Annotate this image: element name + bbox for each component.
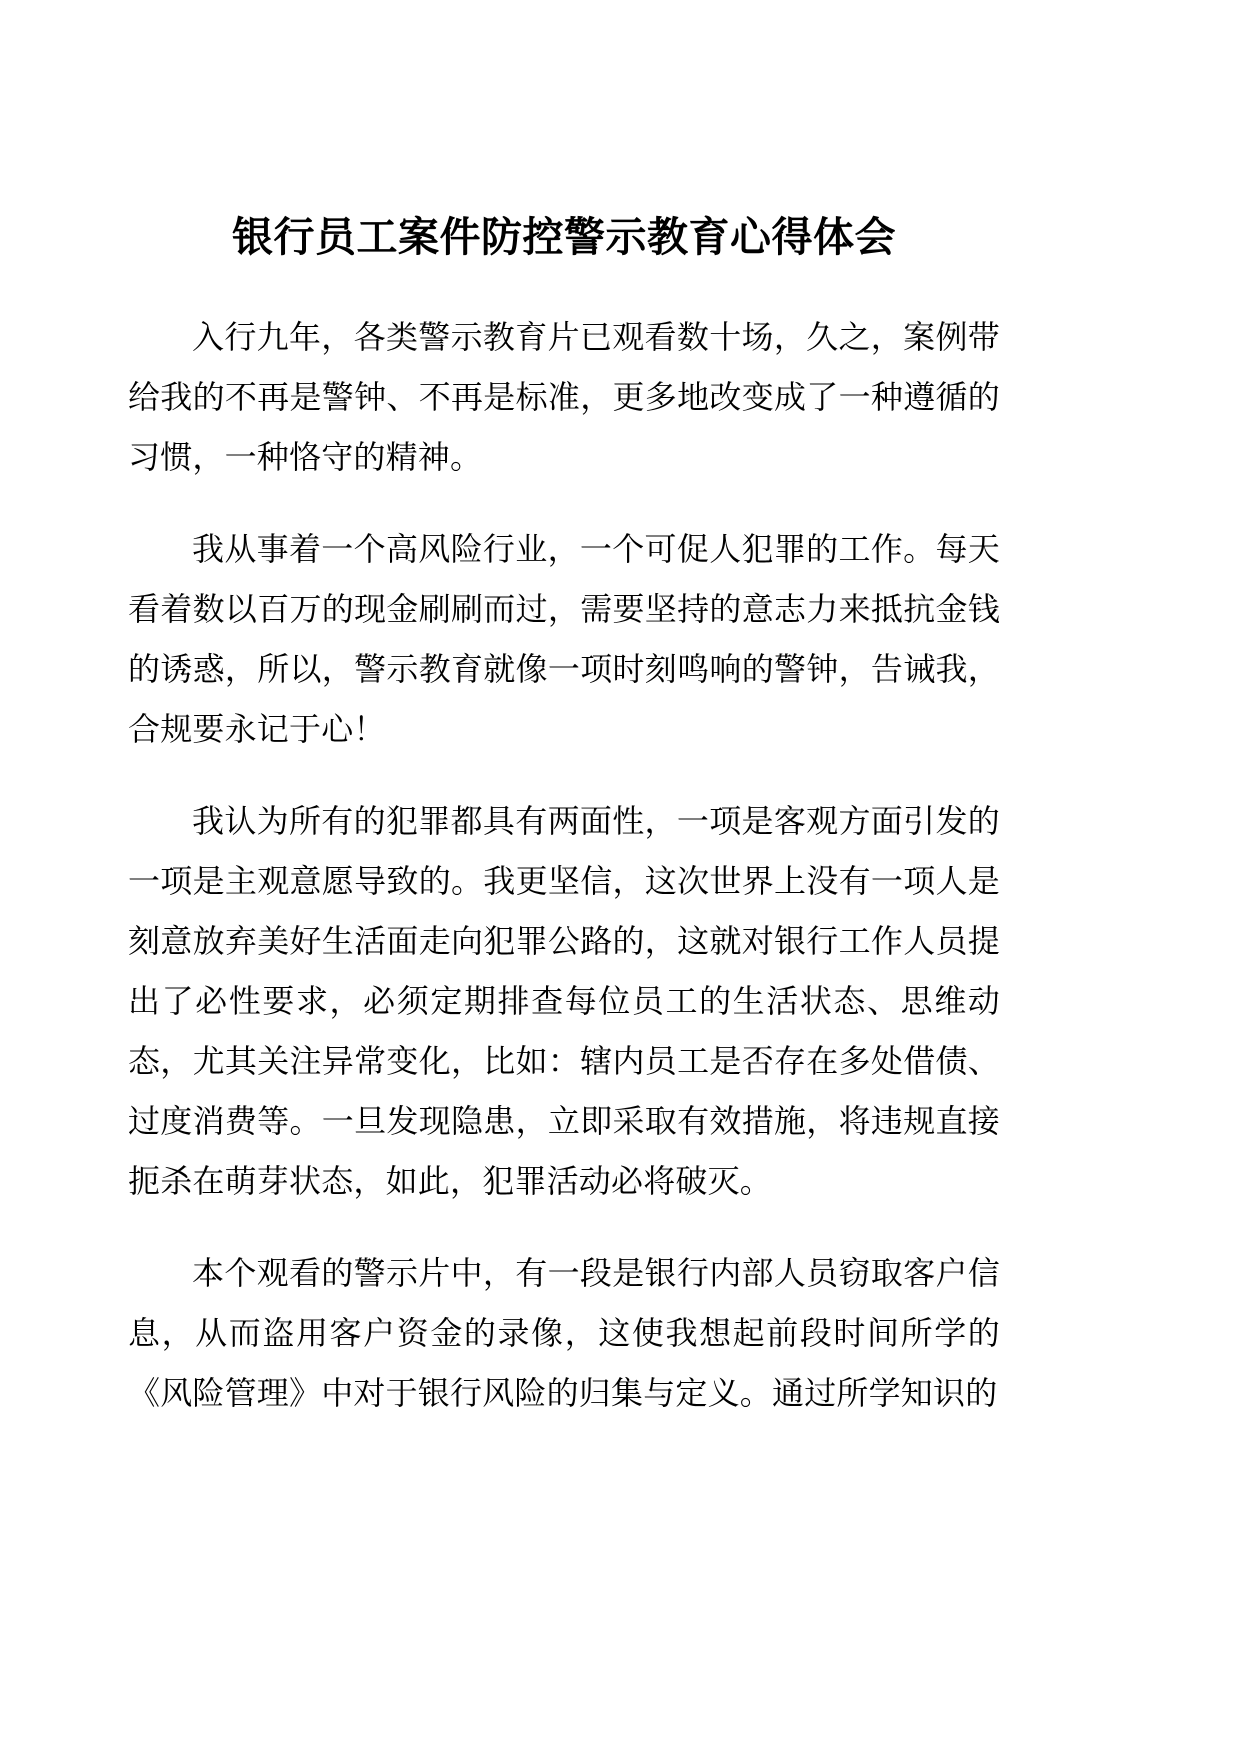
page-title: 银行员工案件防控警示教育心得体会 (232, 214, 896, 260)
paragraph-1: 入行九年，各类警示教育片已观看数十场，久之，案例带给我的不再是警钟、不再是标准，更多地改变成了一种遵循的习惯，一种恪守的精神。 (128, 319, 1000, 476)
paragraph-2: 我从事着一个高风险行业，一个可促人犯罪的工作。每天看着数以百万的现金刷刷而过，需要坚持的意志力来抵抗金钱的诱惑，所以，警示教育就像一项时刻鸣响的警钟，告诫我，合规要永记于心！ (128, 531, 1000, 748)
paragraph-3: 我认为所有的犯罪都具有两面性，一项是客观方面引发的一项是主观意愿导致的。我更坚信，这次世界上没有一项人是刻意放弃美好生活面走向犯罪公路的，这就对银行工作人员提出了必性要求，必须定期排查每位员工的生活状态、思维动态，尤其关注异常变化，比如：辖内员工是否存在多处借债、过度消费等。一旦发现隐患，立即采取有效措施，将违规直接扼杀在萌芽状态，如此，犯罪活动必将破灭。 (128, 803, 1000, 1200)
paragraph-4: 本个观看的警示片中，有一段是银行内部人员窃取客户信息，从而盗用客户资金的录像，这使我想起前段时间所学的《风险管理》中对于银行风险的归集与定义。通过所学知识的 (128, 1255, 1000, 1412)
page-content-area (128, 0, 1000, 1423)
